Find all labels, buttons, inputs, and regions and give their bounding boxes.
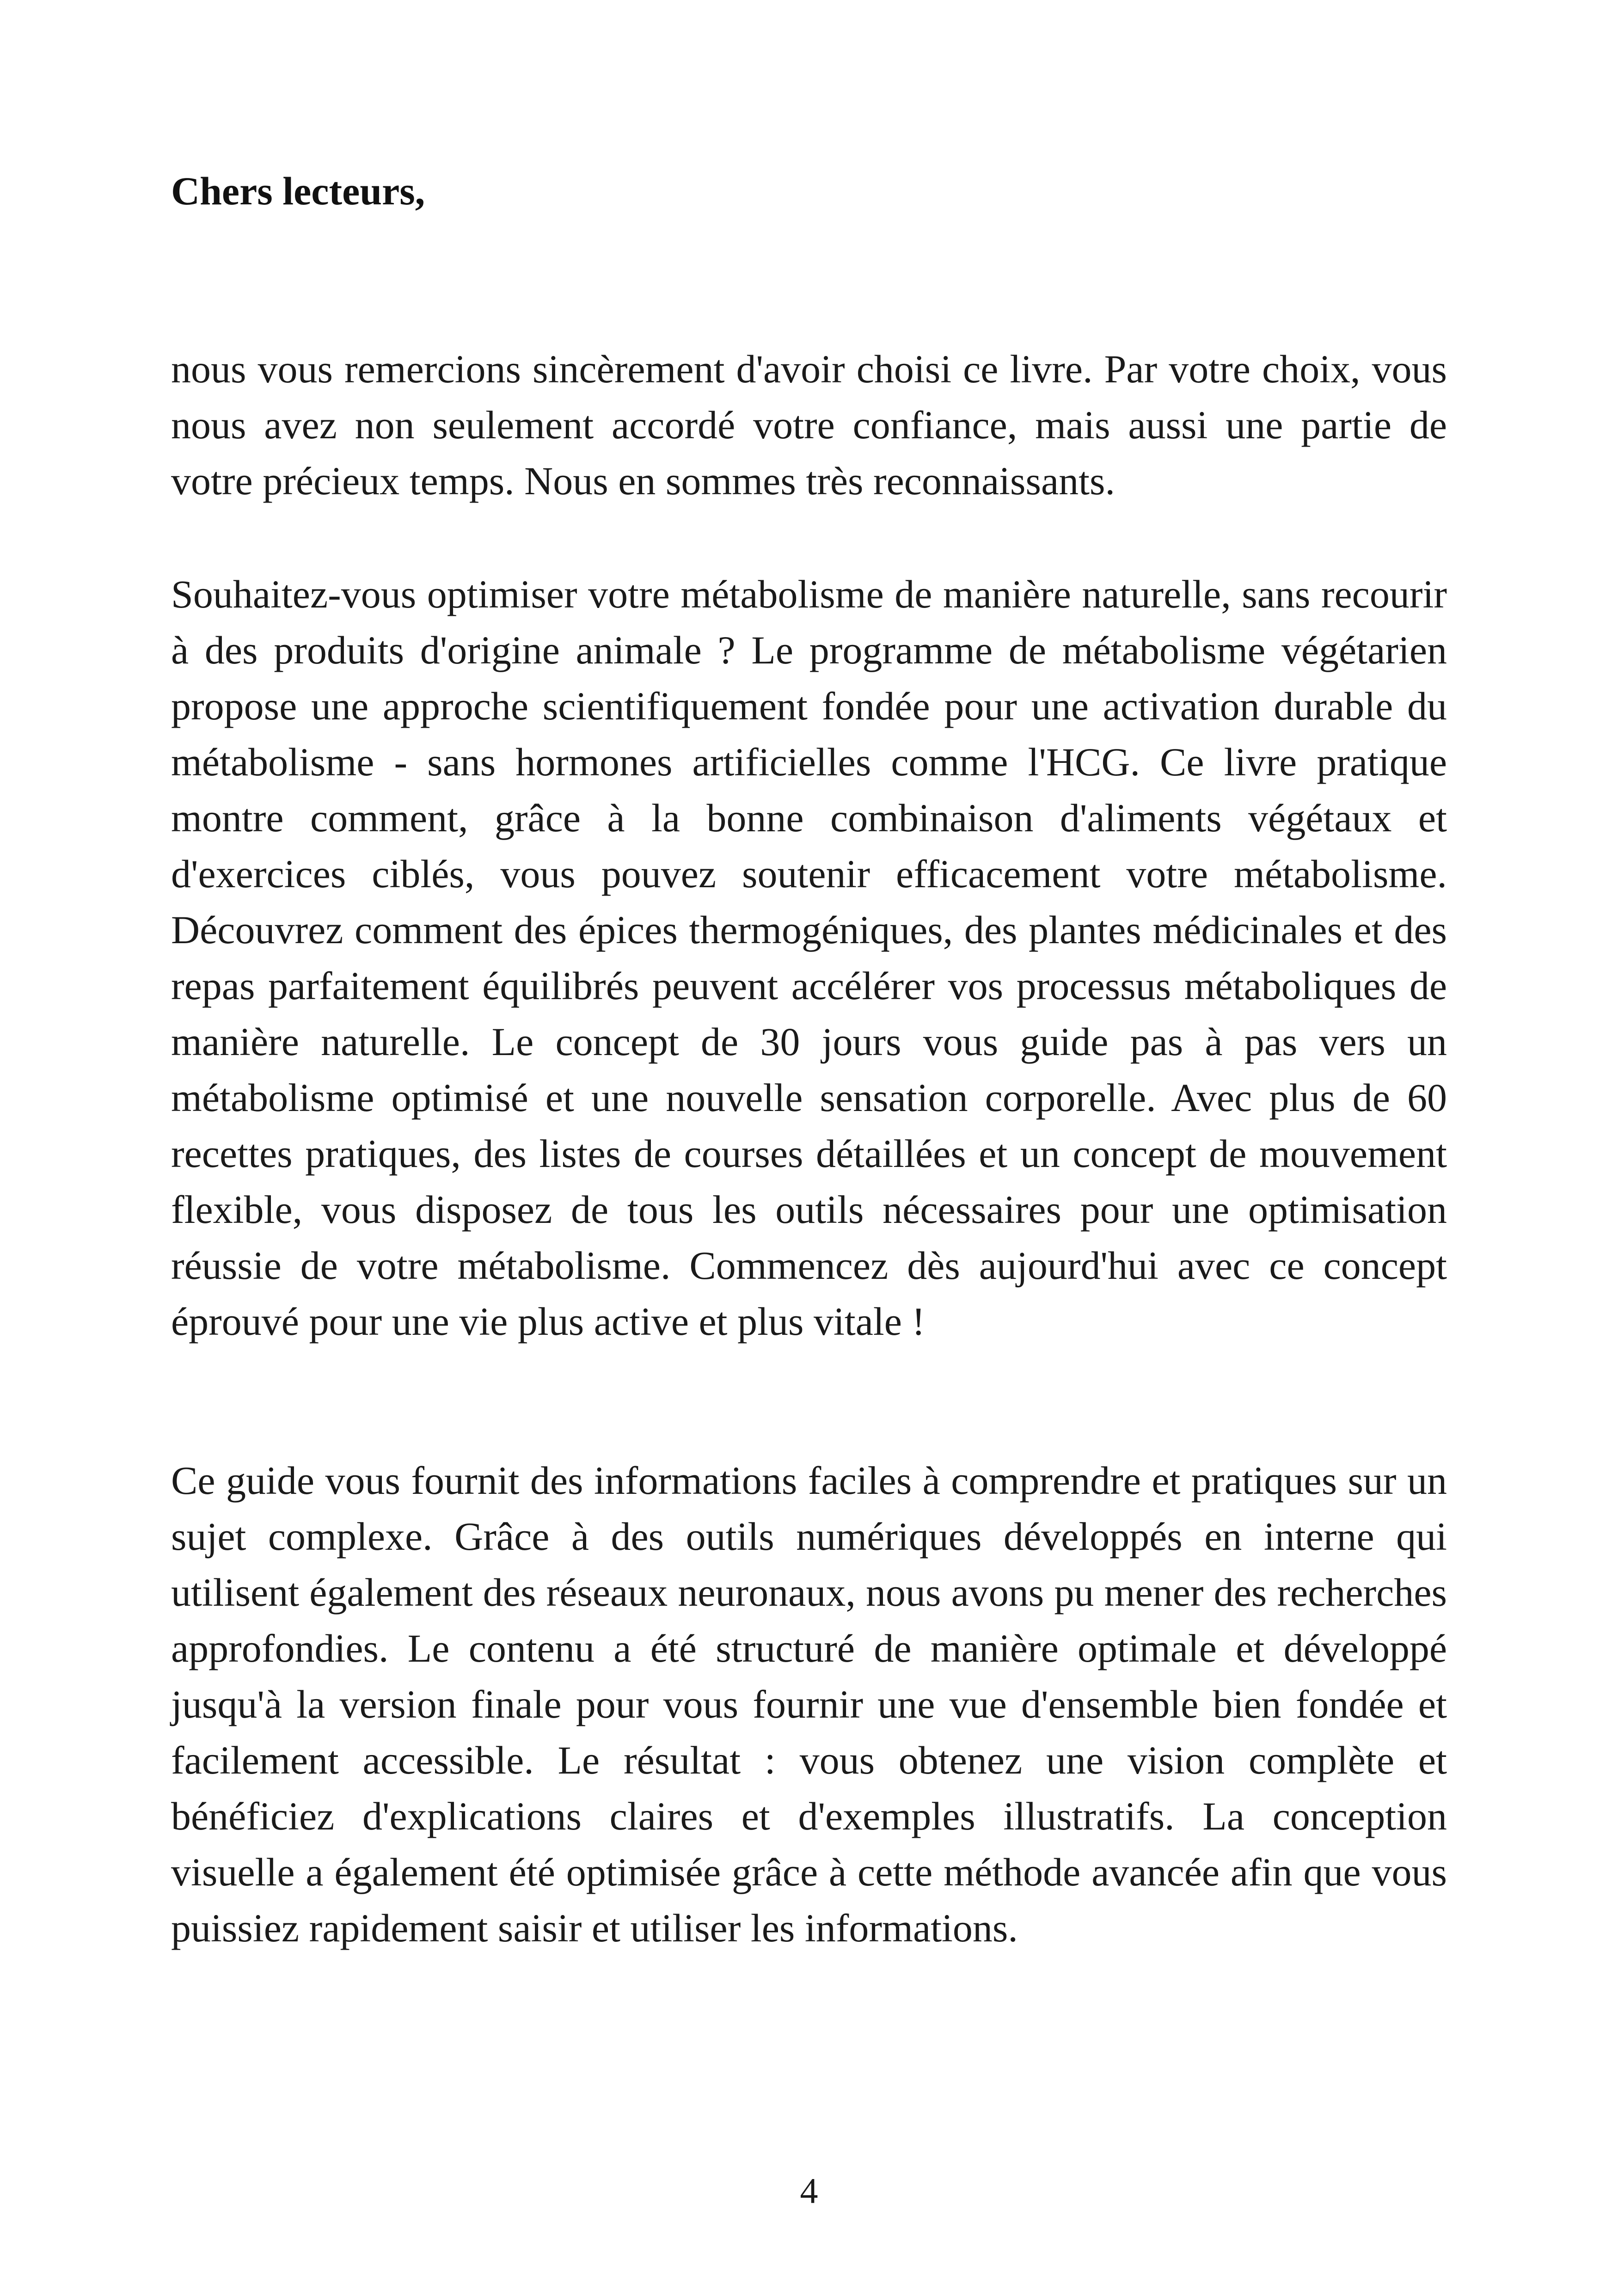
program-description-paragraph: Souhaitez-vous optimiser votre métabolisme de manière naturelle, sans recourir à des produits d'origine animale ? Le programme de métabolisme végétarien propose une approche scientifiquement fondée pour une activation durable du métabolisme - sans hormones artificielles comme l'HCG. Ce livre pratique montre comment, grâce à la bonne combinaison d'aliments végétaux et d'exercices ciblés, vous pouvez soutenir efficacement votre métabolisme. Découvrez comment des épices thermogéniques, des plantes médicinales et des repas parfaitement équilibrés peuvent accélérer vos processus métaboliques de manière naturelle. Le concept de 30 jours vous guide pas à pas vers un métabolisme optimisé et une nouvelle sensation corporelle. Avec plus de 60 recettes pratiques, des listes de courses détaillées et un concept de mouvement flexible, vous disposez de tous les outils nécessaires pour une optimisation réussie de votre métabolisme. Commencez dès aujourd'hui avec ce concept éprouvé pour une vie plus active et plus vitale ! (171, 572, 1447, 1344)
intro-paragraph: nous vous remercions sincèrement d'avoir choisi ce livre. Par votre choix, vous nous avez non seulement accordé votre confiance, mais aussi une partie de votre précieux temps. Nous en sommes très reconnaissants. (171, 347, 1447, 503)
page-number: 4 (800, 2171, 818, 2211)
greeting-heading: Chers lecteurs, (171, 169, 425, 213)
guide-information-paragraph: Ce guide vous fournit des informations faciles à comprendre et pratiques sur un sujet complexe. Grâce à des outils numériques développés en interne qui utilisent également des réseaux neuronaux, nous avons pu mener des recherches approfondies. Le contenu a été structuré de manière optimale et développé jusqu'à la version finale pour vous fournir une vue d'ensemble bien fondée et facilement accessible. Le résultat : vous obtenez une vision complète et bénéficiez d'explications claires et d'exemples illustratifs. La conception visuelle a également été optimisée grâce à cette méthode avancée afin que vous puissiez rapidement saisir et utiliser les informations. (171, 1458, 1447, 1950)
